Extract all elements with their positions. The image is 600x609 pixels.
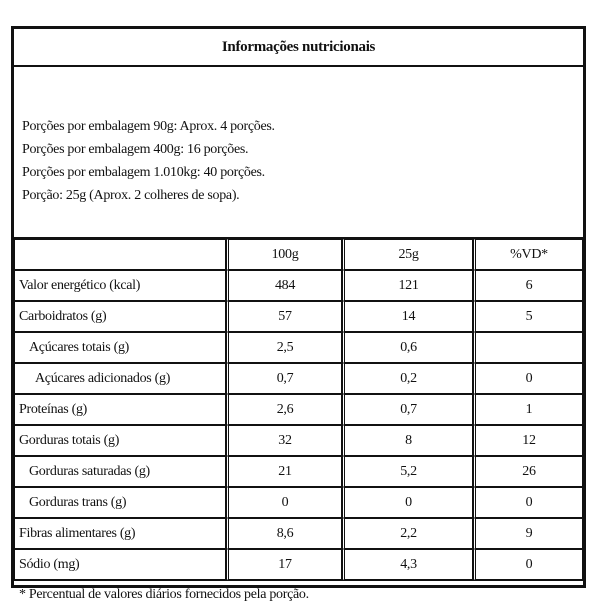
footnote: * Percentual de valores diários fornecidos pela porção. bbox=[14, 580, 583, 609]
table-row bbox=[14, 487, 583, 518]
value-vd: 0 bbox=[473, 487, 583, 518]
value-25g: 0,6 bbox=[342, 332, 473, 363]
table-row bbox=[14, 363, 583, 394]
value-25g: 121 bbox=[342, 270, 473, 301]
row-label: Carboidratos (g) bbox=[14, 301, 226, 332]
portion-line: Porções por embalagem 90g: Aprox. 4 porções. bbox=[22, 119, 275, 134]
portion-line: Porção: 25g (Aprox. 2 colheres de sopa). bbox=[22, 188, 240, 203]
value-25g: 8 bbox=[342, 425, 473, 456]
value-vd: 6 bbox=[473, 270, 583, 301]
table-row bbox=[14, 425, 583, 456]
value-100g: 17 bbox=[226, 549, 342, 580]
nutrition-facts-panel bbox=[11, 26, 586, 602]
value-25g: 14 bbox=[342, 301, 473, 332]
value-100g: 8,6 bbox=[226, 518, 342, 549]
value-vd bbox=[473, 332, 583, 363]
row-label: Gorduras trans (g) bbox=[14, 487, 226, 518]
value-25g: 0 bbox=[342, 487, 473, 518]
value-vd: 1 bbox=[473, 394, 583, 425]
table-row bbox=[14, 549, 583, 580]
value-25g: 4,3 bbox=[342, 549, 473, 580]
table-row bbox=[14, 518, 583, 549]
row-label: Proteínas (g) bbox=[14, 394, 226, 425]
value-25g: 5,2 bbox=[342, 456, 473, 487]
row-label: Gorduras totais (g) bbox=[14, 425, 226, 456]
value-100g: 2,6 bbox=[226, 394, 342, 425]
value-25g: 0,2 bbox=[342, 363, 473, 394]
header-100g: 100g bbox=[226, 239, 342, 270]
table-row bbox=[14, 270, 583, 301]
table-row bbox=[14, 456, 583, 487]
value-25g: 0,7 bbox=[342, 394, 473, 425]
value-100g: 57 bbox=[226, 301, 342, 332]
value-vd: 5 bbox=[473, 301, 583, 332]
portions-block bbox=[14, 67, 583, 239]
row-label: Açúcares adicionados (g) bbox=[14, 363, 226, 394]
header-vd: %VD* bbox=[473, 239, 583, 270]
value-vd: 9 bbox=[473, 518, 583, 549]
table-row bbox=[14, 332, 583, 363]
portion-line: Porções por embalagem 1.010kg: 40 porções. bbox=[22, 165, 265, 180]
value-100g: 32 bbox=[226, 425, 342, 456]
row-label: Gorduras saturadas (g) bbox=[14, 456, 226, 487]
row-label: Sódio (mg) bbox=[14, 549, 226, 580]
value-100g: 0,7 bbox=[226, 363, 342, 394]
table-row bbox=[14, 394, 583, 425]
value-vd: 26 bbox=[473, 456, 583, 487]
table-row bbox=[14, 301, 583, 332]
row-label: Açúcares totais (g) bbox=[14, 332, 226, 363]
value-100g: 2,5 bbox=[226, 332, 342, 363]
value-vd: 0 bbox=[473, 549, 583, 580]
value-100g: 0 bbox=[226, 487, 342, 518]
row-label: Fibras alimentares (g) bbox=[14, 518, 226, 549]
row-label: Valor energético (kcal) bbox=[14, 270, 226, 301]
header-label-cell bbox=[14, 239, 226, 270]
value-100g: 484 bbox=[226, 270, 342, 301]
value-vd: 12 bbox=[473, 425, 583, 456]
value-vd: 0 bbox=[473, 363, 583, 394]
nutrition-table bbox=[14, 239, 583, 580]
value-25g: 2,2 bbox=[342, 518, 473, 549]
panel-title: Informações nutricionais bbox=[14, 29, 583, 67]
table-header-row bbox=[14, 239, 583, 270]
portion-line: Porções por embalagem 400g: 16 porções. bbox=[22, 142, 249, 157]
value-100g: 21 bbox=[226, 456, 342, 487]
header-25g: 25g bbox=[342, 239, 473, 270]
